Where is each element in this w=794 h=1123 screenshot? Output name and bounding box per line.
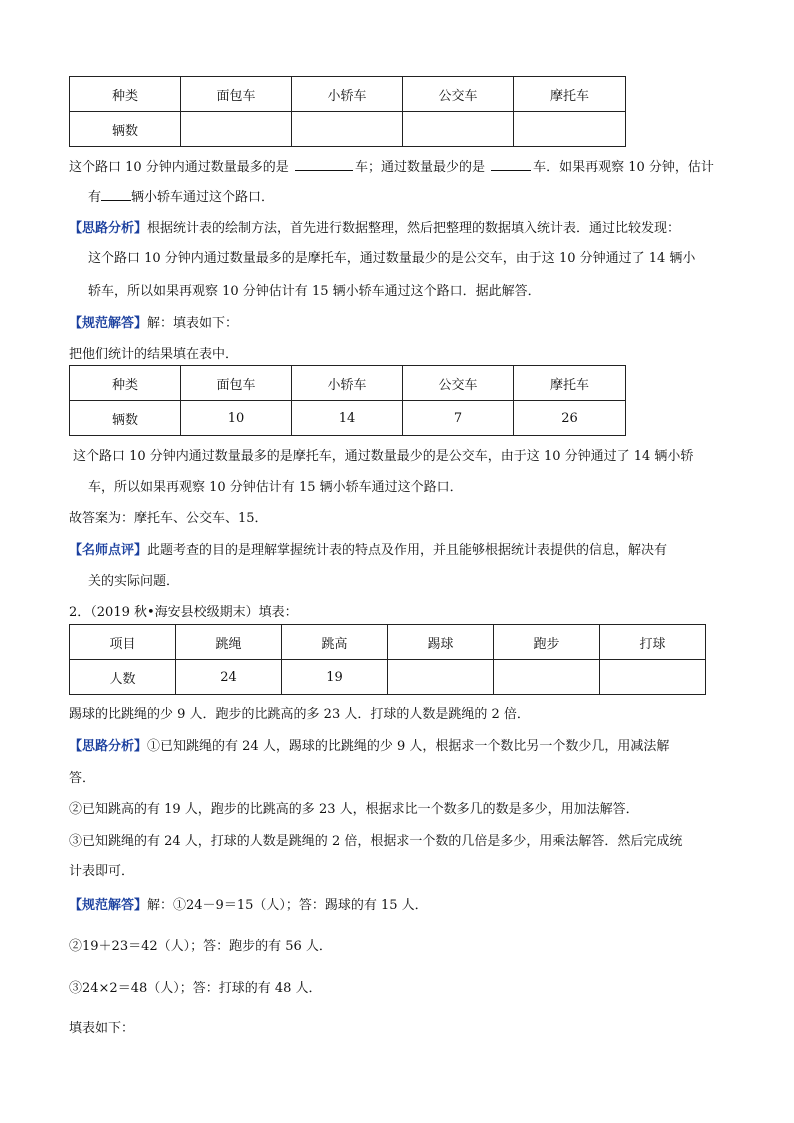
question-text: 有	[88, 190, 102, 205]
table-cell: 19	[282, 660, 388, 695]
analysis1-line2: 这个路口 10 分钟内通过数量最多的是摩托车，通过数量最少的是公交车，由于这 10 分钟通过了 14 辆小	[88, 251, 696, 266]
analysis2-line5: 计表即可．	[69, 864, 135, 879]
section-tag: 【规范解答】	[69, 316, 148, 331]
table-cell	[514, 112, 626, 147]
table-header-cell: 打球	[600, 625, 706, 660]
table-header-cell: 面包车	[181, 77, 292, 112]
analysis2-line1	[69, 735, 669, 754]
table-cell: 10	[181, 401, 292, 436]
table-header-cell: 跳绳	[176, 625, 282, 660]
table-cell: 7	[403, 401, 514, 436]
table-header-cell: 跳高	[282, 625, 388, 660]
table-cell: 24	[176, 660, 282, 695]
paragraph-text: 根据统计表的绘制方法，首先进行数据整理，然后把整理的数据填入统计表．通过比较发现：	[147, 221, 681, 236]
section-tag: 【思路分析】	[69, 739, 148, 754]
solution2-step1	[69, 894, 428, 913]
table-header-cell: 小轿车	[292, 366, 403, 401]
question1-line1	[69, 156, 714, 175]
answer-blank	[295, 158, 353, 171]
table-header-cell: 公交车	[403, 77, 514, 112]
sports-table	[69, 624, 706, 695]
table-header-cell: 跑步	[494, 625, 600, 660]
solution2-step3: ③24×2＝48（人）；答：打球的有 48 人．	[69, 981, 322, 996]
question-text: 车．如果再观察 10 分钟，估计	[533, 160, 714, 175]
section-tag: 【规范解答】	[69, 898, 148, 913]
paragraph-text: 解：填表如下：	[147, 316, 239, 331]
analysis1-line1	[69, 217, 680, 236]
table-header-cell: 面包车	[181, 366, 292, 401]
conclusion1-line2: 车，所以如果再观察 10 分钟估计有 15 辆小轿车通过这个路口．	[88, 480, 463, 495]
table-header-cell: 摩托车	[514, 77, 626, 112]
table-header-cell: 小轿车	[292, 77, 403, 112]
table-row-label: 辆数	[70, 401, 181, 436]
paragraph-text: 此题考查的目的是理解掌握统计表的特点及作用，并且能够根据统计表提供的信息，解决有	[147, 543, 668, 558]
table-cell: 14	[292, 401, 403, 436]
question2-title: 2．（2019 秋•海安县校级期末）填表：	[69, 605, 298, 620]
answer-line: 故答案为：摩托车、公交车、15．	[69, 511, 268, 526]
table-header-cell: 公交车	[403, 366, 514, 401]
analysis2-line3: ②已知跳高的有 19 人，跑步的比跳高的多 23 人，根据求比一个数多几的数是多少，用加法解答．	[69, 802, 639, 817]
table-header-cell: 种类	[70, 77, 181, 112]
table-header-cell: 种类	[70, 366, 181, 401]
solution1-line: 把他们统计的结果填在表中．	[69, 347, 239, 362]
table-header-cell: 踢球	[388, 625, 494, 660]
table-cell	[600, 660, 706, 695]
analysis2-line4: ③已知跳绳的有 24 人，打球的人数是跳绳的 2 倍，根据求一个数的几倍是多少，用乘法解答．然后完成统	[69, 834, 683, 849]
question1-line2	[88, 186, 274, 205]
vehicle-table-filled	[69, 365, 626, 436]
solution1-intro	[69, 312, 238, 331]
answer-blank	[491, 158, 531, 171]
section-tag: 【思路分析】	[69, 221, 148, 236]
paragraph-text: 解：①24－9＝15（人）；答：踢球的有 15 人．	[147, 898, 428, 913]
table-cell	[494, 660, 600, 695]
conclusion1-line1: 这个路口 10 分钟内通过数量最多的是摩托车，通过数量最少的是公交车，由于这 10 分钟通过了 14 辆小轿	[73, 449, 694, 464]
vehicle-table-empty	[69, 76, 626, 147]
comment1-line2: 关的实际问题．	[88, 574, 180, 589]
question2-statement: 踢球的比跳绳的少 9 人．跑步的比跳高的多 23 人．打球的人数是跳绳的 2 倍．	[69, 707, 530, 722]
answer-blank	[101, 188, 131, 201]
table-header-cell: 项目	[70, 625, 176, 660]
paragraph-text: ①已知跳绳的有 24 人，踢球的比跳绳的少 9 人，根据求一个数比另一个数少几，用减法解	[147, 739, 670, 754]
table-row-label: 人数	[70, 660, 176, 695]
analysis2-line2: 答．	[69, 771, 96, 786]
table-header-cell: 摩托车	[514, 366, 626, 401]
question-text: 车；通过数量最少的是	[354, 160, 485, 175]
table-cell: 26	[514, 401, 626, 436]
solution2-step2: ②19＋23＝42（人）；答：跑步的有 56 人．	[69, 939, 332, 954]
solution2-fill: 填表如下：	[69, 1021, 135, 1036]
question-text: 这个路口 10 分钟内通过数量最多的是	[69, 160, 289, 175]
table-cell	[292, 112, 403, 147]
table-cell	[181, 112, 292, 147]
analysis1-line3: 轿车，所以如果再观察 10 分钟估计有 15 辆小轿车通过这个路口．据此解答．	[88, 284, 541, 299]
comment1-line1	[69, 539, 667, 558]
table-row-label: 辆数	[70, 112, 181, 147]
table-cell	[388, 660, 494, 695]
table-cell	[403, 112, 514, 147]
question-text: 辆小轿车通过这个路口．	[131, 190, 275, 205]
section-tag: 【名师点评】	[69, 543, 148, 558]
